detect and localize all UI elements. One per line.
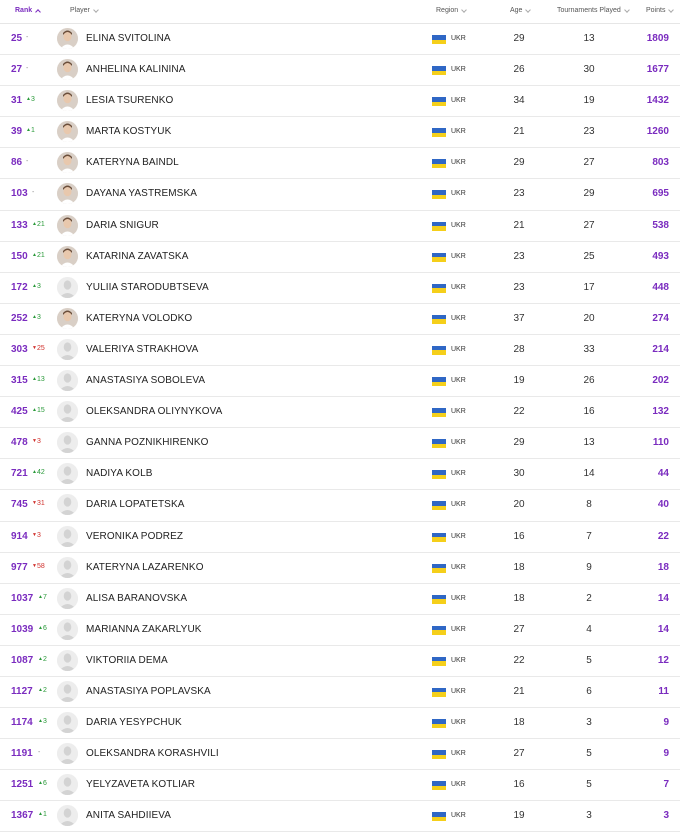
points-value: 3 bbox=[663, 810, 669, 822]
rank-value: 425 bbox=[11, 406, 28, 418]
ukraine-flag-icon bbox=[432, 159, 446, 168]
player-name[interactable]: OLEKSANDRA OLIYNYKOVA bbox=[86, 406, 223, 418]
age-value: 23 bbox=[513, 281, 525, 293]
ukraine-flag-icon bbox=[432, 688, 446, 697]
rank-movement: ▲3 bbox=[32, 313, 41, 321]
ukraine-flag-icon bbox=[432, 657, 446, 666]
rank-movement: ▼3 bbox=[32, 438, 41, 446]
ukraine-flag-icon bbox=[432, 595, 446, 604]
ukraine-flag-icon bbox=[432, 781, 446, 790]
region-code: UKR bbox=[451, 128, 466, 136]
age-value: 34 bbox=[513, 95, 525, 107]
arrow-up-icon: ▲ bbox=[38, 624, 43, 631]
rank-value: 745 bbox=[11, 499, 28, 511]
points-value: 44 bbox=[657, 468, 669, 480]
points-value: 132 bbox=[652, 406, 669, 418]
region-code: UKR bbox=[451, 221, 466, 229]
table-row[interactable] bbox=[0, 459, 680, 490]
rank-movement: ▲6 bbox=[38, 624, 47, 632]
table-row[interactable] bbox=[0, 24, 680, 55]
age-value: 30 bbox=[513, 468, 525, 480]
table-row[interactable] bbox=[0, 615, 680, 646]
rank-value: 1037 bbox=[11, 592, 34, 604]
player-avatar[interactable] bbox=[57, 494, 78, 515]
player-name[interactable]: DARIA SNIGUR bbox=[86, 219, 159, 231]
player-avatar[interactable] bbox=[57, 308, 78, 329]
age-value: 29 bbox=[513, 33, 525, 44]
rank-value: 977 bbox=[11, 561, 28, 573]
ukraine-flag-icon bbox=[432, 377, 446, 386]
age-value: 23 bbox=[513, 250, 525, 262]
rank-movement: - bbox=[38, 749, 41, 757]
region-code: UKR bbox=[451, 470, 466, 478]
arrow-up-icon: ▲ bbox=[32, 220, 37, 227]
table-row[interactable] bbox=[0, 584, 680, 615]
region-code: UKR bbox=[451, 439, 466, 447]
region-code: UKR bbox=[451, 377, 466, 385]
arrow-up-icon: ▲ bbox=[26, 96, 31, 103]
arrow-up-icon: ▲ bbox=[32, 407, 37, 414]
player-avatar[interactable] bbox=[57, 339, 78, 360]
player-avatar[interactable] bbox=[57, 774, 78, 795]
player-avatar[interactable] bbox=[57, 215, 78, 236]
chevron-down-icon bbox=[93, 7, 99, 13]
age-value: 18 bbox=[513, 561, 525, 573]
arrow-down-icon: ▼ bbox=[32, 438, 37, 445]
player-name[interactable]: DAYANA YASTREMSKA bbox=[86, 188, 197, 200]
arrow-up-icon: ▲ bbox=[32, 282, 37, 289]
rank-value: 721 bbox=[11, 468, 28, 480]
tournaments-played-value: 5 bbox=[586, 654, 592, 666]
tournaments-played-value: 27 bbox=[583, 157, 595, 169]
arrow-up-icon: ▲ bbox=[38, 718, 43, 725]
player-avatar[interactable] bbox=[57, 557, 78, 578]
player-name[interactable]: ELINA SVITOLINA bbox=[86, 33, 171, 44]
rank-value: 39 bbox=[11, 126, 23, 138]
player-name[interactable]: KATERYNA BAINDL bbox=[86, 157, 179, 169]
rank-value: 27 bbox=[11, 64, 23, 76]
player-name[interactable]: LESIA TSURENKO bbox=[86, 95, 174, 107]
table-row[interactable] bbox=[0, 304, 680, 335]
rank-movement: ▲15 bbox=[32, 407, 45, 415]
arrow-down-icon: ▼ bbox=[32, 531, 37, 538]
tournaments-played-value: 30 bbox=[583, 64, 595, 76]
age-value: 26 bbox=[513, 64, 525, 76]
points-value: 14 bbox=[657, 592, 669, 604]
rank-value: 478 bbox=[11, 437, 28, 449]
player-avatar[interactable] bbox=[57, 59, 78, 80]
points-value: 538 bbox=[652, 219, 669, 231]
tournaments-played-value: 7 bbox=[586, 530, 592, 542]
tournaments-played-value: 23 bbox=[583, 126, 595, 138]
ukraine-flag-icon bbox=[432, 812, 446, 821]
age-value: 29 bbox=[513, 437, 525, 449]
rank-value: 1367 bbox=[11, 810, 34, 822]
region-code: UKR bbox=[451, 35, 466, 42]
rank-movement: ▲21 bbox=[32, 220, 45, 228]
region-code: UKR bbox=[451, 750, 466, 758]
table-row[interactable] bbox=[0, 273, 680, 304]
points-value: 11 bbox=[658, 685, 669, 697]
player-name[interactable]: KATERYNA LAZARENKO bbox=[86, 561, 204, 573]
chevron-down-icon bbox=[461, 7, 467, 13]
rank-value: 1174 bbox=[11, 717, 33, 729]
arrow-up-icon: ▲ bbox=[38, 780, 43, 787]
rank-value: 1251 bbox=[11, 779, 34, 791]
player-name[interactable]: DARIA YESYPCHUK bbox=[86, 717, 182, 729]
points-value: 14 bbox=[657, 623, 669, 635]
age-value: 37 bbox=[513, 312, 525, 324]
region-code: UKR bbox=[451, 501, 466, 509]
rank-movement: - bbox=[26, 158, 29, 166]
table-row[interactable] bbox=[0, 55, 680, 86]
rank-movement: ▲21 bbox=[32, 251, 45, 259]
points-value: 493 bbox=[652, 250, 669, 262]
player-avatar[interactable] bbox=[57, 401, 78, 422]
rank-movement: - bbox=[26, 65, 29, 73]
table-row[interactable] bbox=[0, 553, 680, 584]
region-code: UKR bbox=[451, 532, 466, 540]
region-code: UKR bbox=[451, 345, 466, 353]
ukraine-flag-icon bbox=[432, 719, 446, 728]
ukraine-flag-icon bbox=[432, 501, 446, 510]
player-name[interactable]: MARTA KOSTYUK bbox=[86, 126, 172, 138]
player-avatar[interactable] bbox=[57, 370, 78, 391]
rank-value: 86 bbox=[11, 157, 23, 169]
region-code: UKR bbox=[451, 283, 466, 291]
region-code: UKR bbox=[451, 97, 466, 105]
region-code: UKR bbox=[451, 252, 466, 260]
age-value: 23 bbox=[513, 188, 525, 200]
arrow-down-icon: ▼ bbox=[32, 500, 37, 507]
region-code: UKR bbox=[451, 159, 466, 167]
age-value: 19 bbox=[513, 375, 525, 387]
points-value: 448 bbox=[652, 281, 669, 293]
age-value: 21 bbox=[513, 219, 525, 231]
rank-value: 133 bbox=[11, 219, 28, 231]
region-code: UKR bbox=[451, 66, 466, 74]
points-value: 110 bbox=[652, 437, 669, 449]
player-avatar[interactable] bbox=[57, 526, 78, 547]
tournaments-played-value: 5 bbox=[586, 779, 592, 791]
tournaments-played-value: 13 bbox=[583, 437, 595, 449]
rank-value: 1039 bbox=[11, 623, 34, 635]
table-row[interactable] bbox=[0, 739, 680, 770]
tournaments-played-value: 4 bbox=[586, 623, 592, 635]
rank-value: 1127 bbox=[11, 685, 33, 697]
ukraine-flag-icon bbox=[432, 66, 446, 75]
ukraine-flag-icon bbox=[432, 190, 446, 199]
points-value: 22 bbox=[657, 530, 669, 542]
player-avatar[interactable] bbox=[57, 246, 78, 267]
player-name[interactable]: DARIA LOPATETSKA bbox=[86, 499, 185, 511]
player-name[interactable]: KATARINA ZAVATSKA bbox=[86, 250, 189, 262]
age-value: 29 bbox=[513, 157, 525, 169]
region-code: UKR bbox=[451, 190, 466, 198]
player-avatar[interactable] bbox=[57, 712, 78, 733]
rank-movement: ▲13 bbox=[32, 376, 45, 384]
table-row[interactable] bbox=[0, 522, 680, 553]
table-row[interactable] bbox=[0, 397, 680, 428]
region-code: UKR bbox=[451, 812, 466, 820]
points-column-header[interactable]: Points bbox=[646, 7, 673, 14]
rank-movement: ▲2 bbox=[38, 686, 47, 694]
rank-movement: ▲1 bbox=[38, 811, 47, 819]
player-name[interactable]: ANASTASIYA POPLAVSKA bbox=[86, 685, 211, 697]
region-code: UKR bbox=[451, 687, 466, 695]
rank-value: 303 bbox=[11, 343, 28, 355]
player-avatar[interactable] bbox=[57, 432, 78, 453]
player-avatar[interactable] bbox=[57, 183, 78, 204]
ukraine-flag-icon bbox=[432, 253, 446, 262]
tournaments-played-value: 19 bbox=[583, 95, 595, 107]
tournaments-played-value: 5 bbox=[586, 748, 592, 760]
tournaments-column-header[interactable]: Tournaments Played bbox=[557, 7, 629, 14]
table-row[interactable] bbox=[0, 428, 680, 459]
table-header bbox=[0, 0, 680, 24]
rank-movement: ▲2 bbox=[38, 655, 47, 663]
arrow-down-icon: ▼ bbox=[32, 562, 37, 569]
arrow-up-icon: ▲ bbox=[32, 469, 37, 476]
points-value: 1432 bbox=[646, 95, 669, 107]
table-row[interactable] bbox=[0, 801, 680, 832]
region-column-header[interactable]: Region bbox=[436, 7, 466, 14]
table-row[interactable] bbox=[0, 117, 680, 148]
rank-movement: ▼3 bbox=[32, 531, 41, 539]
sort-ascending-icon bbox=[35, 9, 41, 15]
rank-value: 103 bbox=[11, 188, 28, 200]
tournaments-played-value: 16 bbox=[583, 406, 595, 418]
points-value: 274 bbox=[652, 312, 669, 324]
player-name[interactable]: MARIANNA ZAKARLYUK bbox=[86, 623, 202, 635]
region-code: UKR bbox=[451, 625, 466, 633]
player-name[interactable]: GANNA POZNIKHIRENKO bbox=[86, 437, 209, 449]
region-code: UKR bbox=[451, 314, 466, 322]
region-code: UKR bbox=[451, 656, 466, 664]
rank-value: 1191 bbox=[11, 748, 33, 760]
arrow-up-icon: ▲ bbox=[32, 376, 37, 383]
age-value: 19 bbox=[513, 810, 525, 822]
points-value: 18 bbox=[657, 561, 669, 573]
ukraine-flag-icon bbox=[432, 35, 446, 44]
player-avatar[interactable] bbox=[57, 805, 78, 826]
arrow-up-icon: ▲ bbox=[38, 811, 43, 818]
player-avatar[interactable] bbox=[57, 277, 78, 298]
table-row[interactable] bbox=[0, 86, 680, 117]
points-value: 12 bbox=[657, 654, 669, 666]
points-value: 202 bbox=[652, 375, 669, 387]
table-row[interactable] bbox=[0, 242, 680, 273]
player-name[interactable]: ANHELINA KALININA bbox=[86, 64, 186, 76]
age-value: 18 bbox=[513, 592, 525, 604]
tournaments-played-value: 14 bbox=[583, 468, 595, 480]
ukraine-flag-icon bbox=[432, 626, 446, 635]
rank-movement: - bbox=[32, 189, 35, 197]
arrow-up-icon: ▲ bbox=[38, 686, 43, 693]
tournaments-played-value: 3 bbox=[586, 810, 592, 822]
tournaments-played-value: 26 bbox=[583, 375, 595, 387]
region-code: UKR bbox=[451, 408, 466, 416]
ukraine-flag-icon bbox=[432, 750, 446, 759]
rank-value: 25 bbox=[11, 33, 23, 44]
rank-value: 914 bbox=[11, 530, 28, 542]
points-value: 803 bbox=[652, 157, 669, 169]
rank-value: 31 bbox=[11, 95, 23, 107]
player-avatar[interactable] bbox=[57, 650, 78, 671]
tournaments-played-value: 2 bbox=[586, 592, 592, 604]
arrow-up-icon: ▲ bbox=[38, 655, 43, 662]
table-row[interactable] bbox=[0, 366, 680, 397]
player-avatar[interactable] bbox=[57, 90, 78, 111]
points-value: 9 bbox=[663, 748, 669, 760]
points-value: 214 bbox=[652, 343, 669, 355]
tournaments-played-value: 3 bbox=[586, 717, 592, 729]
table-row[interactable] bbox=[0, 179, 680, 210]
table-row[interactable] bbox=[0, 490, 680, 521]
rank-value: 150 bbox=[11, 250, 28, 262]
player-name[interactable]: ANASTASIYA SOBOLEVA bbox=[86, 375, 206, 387]
points-value: 7 bbox=[663, 779, 669, 791]
table-row[interactable] bbox=[0, 770, 680, 801]
rank-movement: ▲6 bbox=[38, 780, 47, 788]
points-value: 1677 bbox=[646, 64, 669, 76]
player-name[interactable]: ALISA BARANOVSKA bbox=[86, 592, 188, 604]
ukraine-flag-icon bbox=[432, 222, 446, 231]
rank-movement: ▲3 bbox=[26, 96, 35, 104]
age-value: 22 bbox=[513, 406, 525, 418]
player-avatar[interactable] bbox=[57, 619, 78, 640]
arrow-down-icon: ▼ bbox=[32, 344, 37, 351]
table-row[interactable] bbox=[0, 148, 680, 179]
tournaments-played-value: 27 bbox=[583, 219, 595, 231]
tournaments-played-value: 25 bbox=[583, 250, 595, 262]
player-avatar[interactable] bbox=[57, 121, 78, 142]
points-value: 40 bbox=[657, 499, 669, 511]
tournaments-played-value: 6 bbox=[586, 685, 592, 697]
rank-movement: ▲3 bbox=[38, 718, 47, 726]
region-code: UKR bbox=[451, 563, 466, 571]
age-value: 22 bbox=[513, 654, 525, 666]
rank-movement: ▼25 bbox=[32, 344, 45, 352]
rank-value: 252 bbox=[11, 312, 28, 324]
rank-movement: ▼58 bbox=[32, 562, 45, 570]
age-value: 20 bbox=[513, 499, 525, 511]
age-value: 27 bbox=[513, 748, 525, 760]
rank-movement: - bbox=[26, 34, 29, 41]
ukraine-flag-icon bbox=[432, 533, 446, 542]
region-code: UKR bbox=[451, 719, 466, 727]
ukraine-flag-icon bbox=[432, 346, 446, 355]
ukraine-flag-icon bbox=[432, 564, 446, 573]
region-code: UKR bbox=[451, 781, 466, 789]
player-name[interactable]: YELYZAVETA KOTLIAR bbox=[86, 779, 196, 791]
table-row[interactable] bbox=[0, 646, 680, 677]
age-value: 27 bbox=[513, 623, 525, 635]
player-avatar[interactable] bbox=[57, 463, 78, 484]
player-name[interactable]: KATERYNA VOLODKO bbox=[86, 312, 193, 324]
player-name[interactable]: ANITA SAHDIIEVA bbox=[86, 810, 172, 822]
age-value: 21 bbox=[513, 685, 525, 697]
tournaments-played-value: 9 bbox=[586, 561, 592, 573]
player-avatar[interactable] bbox=[57, 681, 78, 702]
player-avatar[interactable] bbox=[57, 28, 78, 49]
points-value: 9 bbox=[663, 717, 669, 729]
table-row[interactable] bbox=[0, 335, 680, 366]
ukraine-flag-icon bbox=[432, 408, 446, 417]
ukraine-flag-icon bbox=[432, 315, 446, 324]
player-name[interactable]: NADIYA KOLB bbox=[86, 468, 153, 480]
points-value: 1809 bbox=[646, 33, 669, 44]
rank-value: 1087 bbox=[11, 654, 34, 666]
rank-movement: ▲42 bbox=[32, 469, 45, 477]
tournaments-played-value: 13 bbox=[583, 33, 595, 44]
table-body bbox=[0, 24, 680, 832]
arrow-up-icon: ▲ bbox=[32, 313, 37, 320]
points-value: 1260 bbox=[646, 126, 669, 138]
player-name[interactable]: OLEKSANDRA KORASHVILI bbox=[86, 748, 219, 760]
chevron-down-icon bbox=[669, 7, 675, 13]
rank-column-header[interactable]: Rank bbox=[15, 7, 40, 14]
tournaments-played-value: 17 bbox=[583, 281, 595, 293]
tournaments-played-value: 8 bbox=[586, 499, 592, 511]
tournaments-played-value: 29 bbox=[583, 188, 595, 200]
player-name[interactable]: VERONIKA PODREZ bbox=[86, 530, 184, 542]
table-row[interactable] bbox=[0, 211, 680, 242]
age-value: 16 bbox=[513, 530, 525, 542]
arrow-up-icon: ▲ bbox=[32, 251, 37, 258]
age-value: 16 bbox=[513, 779, 525, 791]
player-name[interactable]: VALERIYA STRAKHOVA bbox=[86, 343, 199, 355]
ukraine-flag-icon bbox=[432, 470, 446, 479]
rank-value: 172 bbox=[11, 281, 28, 293]
ukraine-flag-icon bbox=[432, 439, 446, 448]
table-row[interactable] bbox=[0, 677, 680, 708]
ukraine-flag-icon bbox=[432, 128, 446, 137]
points-value: 695 bbox=[652, 188, 669, 200]
player-name[interactable]: YULIIA STARODUBTSEVA bbox=[86, 281, 209, 293]
arrow-up-icon: ▲ bbox=[38, 593, 43, 600]
arrow-up-icon: ▲ bbox=[26, 127, 31, 134]
region-code: UKR bbox=[451, 594, 466, 602]
ukraine-flag-icon bbox=[432, 284, 446, 293]
player-avatar[interactable] bbox=[57, 743, 78, 764]
rank-movement: ▼31 bbox=[32, 500, 45, 508]
ukraine-flag-icon bbox=[432, 97, 446, 106]
chevron-down-icon bbox=[526, 7, 532, 13]
age-value: 18 bbox=[513, 717, 525, 729]
age-column-header[interactable]: Age bbox=[510, 7, 530, 14]
player-avatar[interactable] bbox=[57, 152, 78, 173]
tournaments-played-value: 20 bbox=[583, 312, 595, 324]
rank-movement: ▲3 bbox=[32, 282, 41, 290]
tournaments-played-value: 33 bbox=[583, 343, 595, 355]
player-column-header[interactable]: Player bbox=[70, 7, 98, 14]
rank-movement: ▲7 bbox=[38, 593, 47, 601]
player-avatar[interactable] bbox=[57, 588, 78, 609]
rank-movement: ▲1 bbox=[26, 127, 35, 135]
chevron-down-icon bbox=[624, 7, 630, 13]
player-name[interactable]: VIKTORIIA DEMA bbox=[86, 654, 168, 666]
rank-value: 315 bbox=[11, 375, 28, 387]
age-value: 21 bbox=[513, 126, 525, 138]
table-row[interactable] bbox=[0, 708, 680, 739]
age-value: 28 bbox=[513, 343, 525, 355]
